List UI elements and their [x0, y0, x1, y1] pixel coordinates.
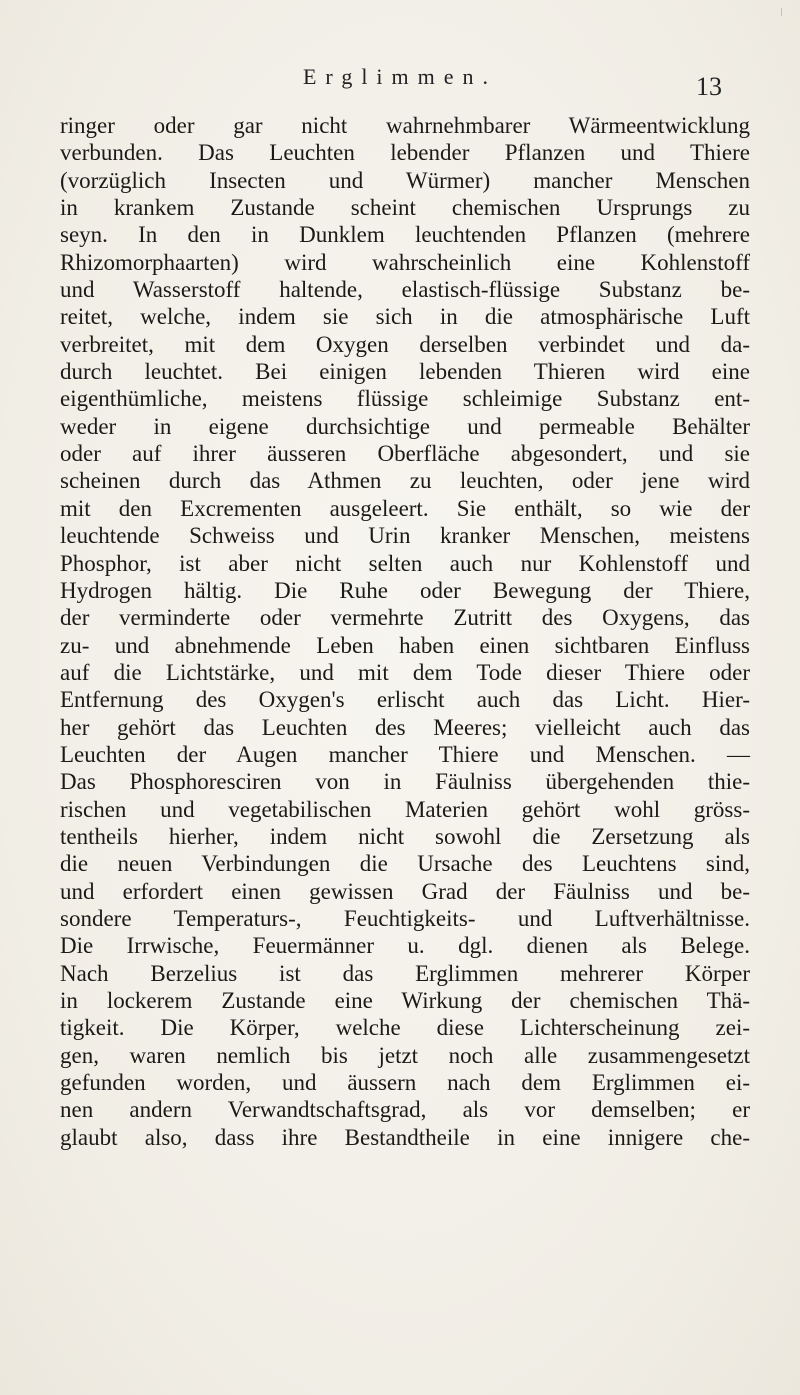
text-line: oder auf ihrer äusseren Oberfläche abgesondert, und sie [60, 441, 750, 467]
text-line: Rhizomorphaarten) wird wahrscheinlich eine Kohlenstoff [60, 249, 750, 275]
text-line: tentheils hierher, indem nicht sowohl die Zersetzung als [60, 823, 750, 849]
text-line: gefunden worden, und äussern nach dem Erglimmen ei- [60, 1070, 750, 1096]
text-line: Die Irrwische, Feuermänner u. dgl. dienen als Belege. [60, 933, 750, 959]
text-line: in lockerem Zustande eine Wirkung der chemischen Thä- [60, 988, 750, 1013]
text-line: leuchtende Schweiss und Urin kranker Menschen, meistens [60, 523, 750, 549]
text-line: Entfernung des Oxygen's erlischt auch das Licht. Hier- [60, 687, 750, 713]
text-line: seyn. In den in Dunklem leuchtenden Pflanzen (mehrere [60, 222, 750, 248]
text-line: Phosphor, ist aber nicht selten auch nur Kohlenstoff und [60, 550, 750, 576]
text-line: in krankem Zustande scheint chemischen Ursprungs zu [60, 195, 750, 221]
text-line: scheinen durch das Athmen zu leuchten, oder jene wird [60, 468, 750, 494]
page-number: 13 [696, 72, 722, 101]
text-line: und Wasserstoff haltende, elastisch-flüssige Substanz be- [60, 277, 750, 303]
text-line: verbunden. Das Leuchten lebender Pflanzen und Thiere [60, 140, 750, 166]
text-line: glaubt also, dass ihre Bestandtheile in eine innigere che- [60, 1124, 750, 1150]
text-line: her gehört das Leuchten des Meeres; vielleicht auch das [60, 714, 750, 740]
text-line: eigenthümliche, meistens flüssige schleimige Substanz ent- [60, 386, 750, 412]
text-line: der verminderte oder vermehrte Zutritt des Oxygens, das [60, 605, 750, 631]
body-text [60, 112, 750, 1151]
text-line: auf die Lichtstärke, und mit dem Tode dieser Thiere oder [60, 659, 750, 685]
text-line: mit den Excrementen ausgeleert. Sie enthält, so wie der [60, 495, 750, 521]
text-line: (vorzüglich Insecten und Würmer) mancher Menschen [60, 167, 750, 193]
running-head: Erglimmen. [302, 64, 498, 89]
text-line: Hydrogen hältig. Die Ruhe oder Bewegung der Thiere, [60, 577, 750, 603]
text-line: gen, waren nemlich bis jetzt noch alle zusammengesetzt [60, 1042, 750, 1068]
text-line: Nach Berzelius ist das Erglimmen mehrerer Körper [60, 960, 750, 986]
text-line: ringer oder gar nicht wahrnehmbarer Wärmeentwicklung [60, 113, 750, 138]
text-line: Das Phosphoresciren von in Fäulniss übergehenden thie- [60, 769, 750, 795]
page-header [0, 64, 800, 104]
text-line: die neuen Verbindungen die Ursache des Leuchtens sind, [60, 851, 750, 877]
text-line: sondere Temperaturs-, Feuchtigkeits- und Luftverhältnisse. [60, 905, 750, 931]
text-line: und erfordert einen gewissen Grad der Fäulniss und be- [60, 878, 750, 904]
text-line: nen andern Verwandtschaftsgrad, als vor demselben; er [60, 1097, 750, 1123]
text-line: zu- und abnehmende Leben haben einen sichtbaren Einfluss [60, 632, 750, 658]
text-line: durch leuchtet. Bei einigen lebenden Thieren wird eine [60, 359, 750, 385]
text-line: reitet, welche, indem sie sich in die atmosphärische Luft [60, 304, 750, 330]
page-edge-mark [781, 8, 790, 16]
text-line: weder in eigene durchsichtige und permeable Behälter [60, 413, 750, 439]
text-line: tigkeit. Die Körper, welche diese Lichterscheinung zei- [60, 1015, 750, 1041]
text-line: rischen und vegetabilischen Materien gehört wohl gröss- [60, 796, 750, 822]
text-line: Leuchten der Augen mancher Thiere und Menschen. — [60, 741, 750, 767]
text-line: verbreitet, mit dem Oxygen derselben verbindet und da- [60, 331, 750, 357]
